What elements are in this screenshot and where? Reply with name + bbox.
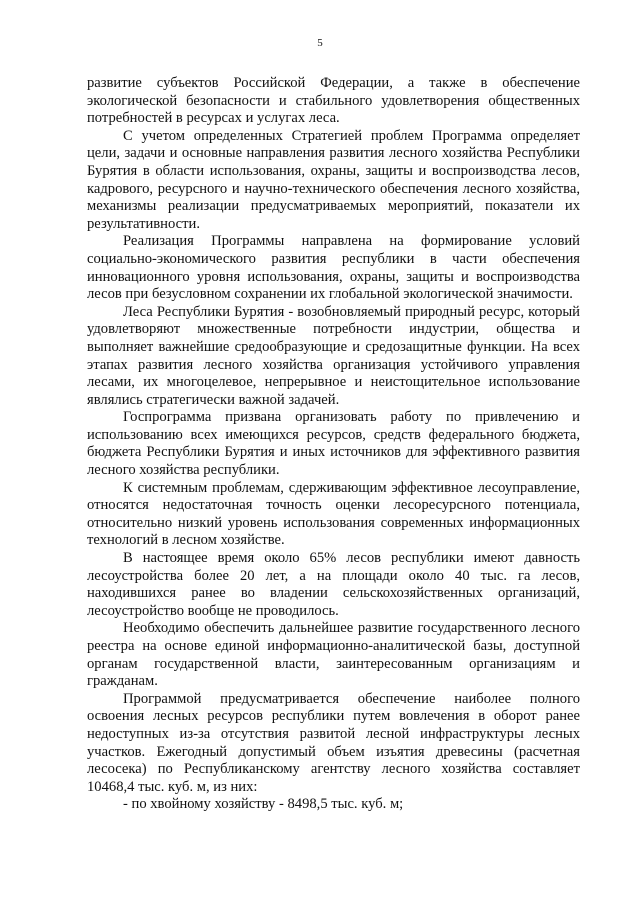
paragraph-forest-registry: Необходимо обеспечить дальнейшее развитие государственного лесного реестра на основе единой информационно-аналитической базы, доступной органам государственной власти, заинтересованным организациям и гражданам. (87, 620, 580, 690)
paragraph-state-program: Госпрограмма призвана организовать работу по привлечению и использованию всех имеющихся ресурсов, средств федерального бюджета, бюджета Республики Бурятия и иных источников для эффективного развития лесного хозяйства республики. (87, 409, 580, 479)
paragraph-program-implementation: Реализация Программы направлена на формирование условий социально-экономического развития республики в части обеспечения инновационного уровня использования, охраны, защиты и воспроизводства лесов при безусловном сохранении их глобальной экологической значимости. (87, 233, 580, 303)
page-number: 5 (317, 37, 323, 49)
paragraph-program-goals: С учетом определенных Стратегией проблем Программа определяет цели, задачи и основные направления развития лесного хозяйства Республики Бурятия в области использования, охраны, защиты и воспроизводства лесов, кадрового, ресурсного и научно-технического обеспечения лесного хозяйства, механизмы реализации предусматриваемых мероприятий, показатели их результативности. (87, 127, 580, 232)
list-item-coniferous: - по хвойному хозяйству - 8498,5 тыс. куб. м; (123, 796, 404, 813)
page-body (87, 75, 580, 814)
paragraph-forests-resource: Леса Республики Бурятия - возобновляемый природный ресурс, который удовлетворяют множественные потребности индустрии, общества и выполняет важнейшие средообразующие и средозащитные функции. На всех этапах развития лесного хозяйства организация устойчивого управления лесами, их многоцелевое, непрерывное и неистощительное использование являлись стратегически важной задачей. (87, 303, 580, 408)
paragraph-resource-development: Программой предусматривается обеспечение наиболее полного освоения лесных ресурсов республики путем вовлечения в оборот ранее недоступных из-за отсутствия развитой лесной инфраструктуры лесных участков. Ежегодный допустимый объем изъятия древесины (расчетная лесосека) по Республиканскому агентству лесного хозяйства составляет 10468,4 тыс. куб. м, из них: (87, 690, 580, 795)
paragraph-continued: развитие субъектов Российской Федерации, а также в обеспечение экологической безопасности и стабильного удовлетворения общественных потребностей в ресурсах и услугах леса. (87, 75, 580, 127)
paragraph-forest-inventory: В настоящее время около 65% лесов республики имеют давность лесоустройства более 20 лет, а на площади около 40 тыс. га лесов, находившихся ранее во владении сельскохозяйственных организаций, лесоустройство вообще не проводилось. (87, 550, 580, 619)
paragraph-system-problems: К системным проблемам, сдерживающим эффективное лесоуправление, относятся недостаточная точность оценки лесоресурсного потенциала, относительно низкий уровень использования современных информационных технологий в лесном хозяйстве. (87, 479, 580, 549)
